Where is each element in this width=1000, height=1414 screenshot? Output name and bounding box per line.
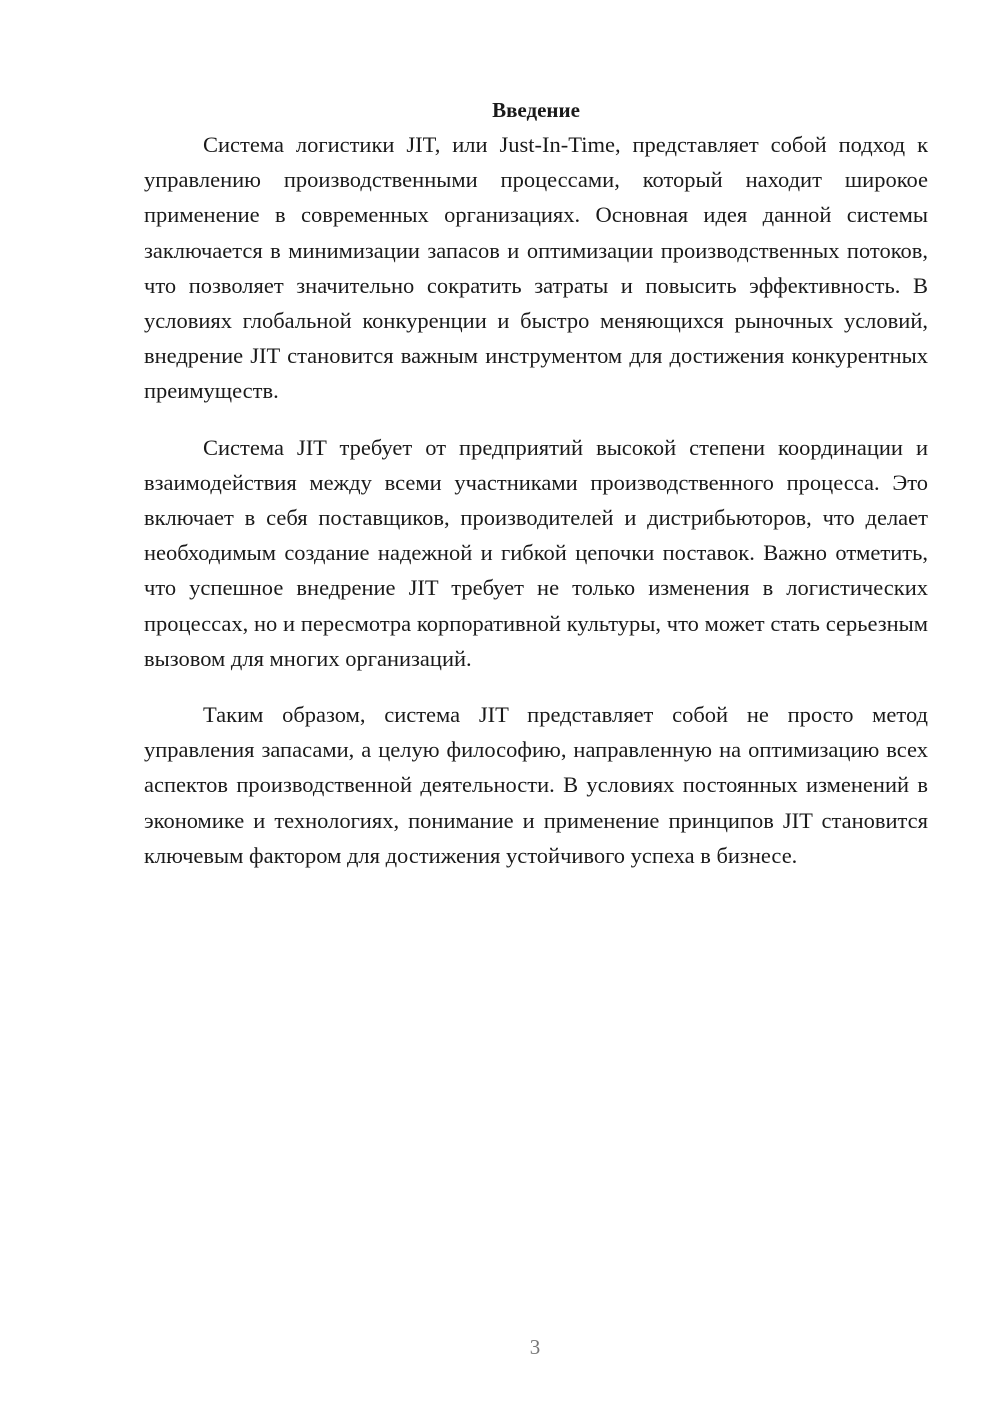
- page-content: [144, 93, 928, 873]
- paragraph-2: Система JIT требует от предприятий высокой степени координации и взаимодействия между всеми участниками производственного процесса. Это включает в себя поставщиков, производителей и дистрибьюторов, что делает необходимым создание надежной и гибкой цепочки поставок. Важно отметить, что успешное внедрение JIT требует не только изменения в логистических процессах, но и пересмотра корпоративной культуры, что может стать серьезным вызовом для многих организаций.: [144, 434, 928, 671]
- page-number: 3: [529, 1335, 541, 1359]
- paragraph-1: Система логистики JIT, или Just-In-Time, представляет собой подход к управлению производственными процессами, который находит широкое применение в современных организациях. Основная идея данной системы заключается в минимизации запасов и оптимизации производственных потоков, что позволяет значительно сократить затраты и повысить эффективность. В условиях глобальной конкуренции и быстро меняющихся рыночных условий, внедрение JIT становится важным инструментом для достижения конкурентных преимуществ.: [144, 132, 928, 404]
- section-heading: Введение: [492, 98, 580, 122]
- paragraph-3: Таким образом, система JIT представляет собой не просто метод управления запасами, а целую философию, направленную на оптимизацию всех аспектов производственной деятельности. В условиях постоянных изменений в экономике и технологиях, понимание и применение принципов JIT становится ключевым фактором для достижения устойчивого успеха в бизнесе.: [144, 702, 928, 868]
